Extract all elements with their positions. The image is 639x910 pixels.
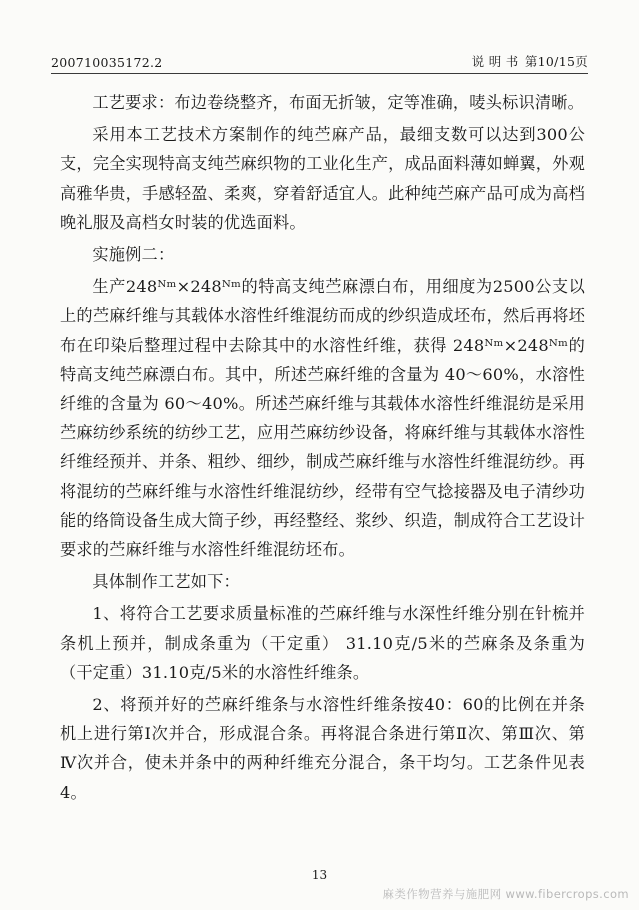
- paragraph-example-heading: 实施例二：: [92, 245, 175, 265]
- document-type: 说 明 书: [471, 54, 519, 69]
- paragraph-product-description: 采用本工艺技术方案制作的纯苎麻产品，最细支数可以达到300公支，完全实现特高支纯苎麻织物的工业化生产，成品面料薄如蝉翼，外观高雅华贵，手感轻盈、柔爽，穿着舒适宜人。此种纯苎麻产品可成为高档晚礼服及高档女时装的优选面料。: [60, 125, 585, 232]
- page-number: 13: [311, 868, 328, 882]
- paragraph-step-2: 2、将预并好的苎麻纤维条与水溶性纤维条按40：60的比例在并条机上进行第Ⅰ次并合，形成混合条。再将混合条进行第Ⅱ次、第Ⅲ次、第Ⅳ次并合，使未并条中的两种纤维充分混合，条干均匀。工艺条件见表4。: [60, 695, 585, 802]
- paragraph-step-1: 1、将符合工艺要求质量标准的苎麻纤维与水深性纤维分别在针梳并条机上预并，制成条重为（干定重） 31.10克/5米的苎麻条及条重为（干定重）31.10克/5米的水溶性纤维条。: [60, 604, 585, 682]
- paragraph-production-method: 生产248ᴺᵐ×248ᴺᵐ的特高支纯苎麻漂白布，用细度为2500公支以上的苎麻纤维与其载体水溶性纤维混纺而成的纱织造成坯布，然后再将坯布在印染后整理过程中去除其中的水溶性纤维，获得 248ᴺᵐ×248ᴺᵐ的特高支纯苎麻漂白布。其中，所述苎麻纤维的含量为 40～60%，水溶性纤维的含量为 60～40%。所述苎麻纤维与其载体水溶性纤维混纺是采用苎麻纺纱系统的纺纱工艺，应用苎麻纺纱设备，将麻纤维与其载体水溶性纤维经预并、并条、粗纱、细纱，制成苎麻纤维与水溶性纤维混纺纱。再将混纺的苎麻纤维与水溶性纤维混纺纱，经带有空气捻接器及电子清纱功能的络筒设备生成大筒子纱，再经整经、浆纱、织造，制成符合工艺设计要求的苎麻纤维与水溶性纤维混纺坯布。: [60, 277, 585, 560]
- page-header: [51, 50, 588, 70]
- paragraph-process-heading: 具体制作工艺如下：: [92, 572, 240, 592]
- header-divider: [51, 73, 588, 74]
- page-label: 第10/15页: [524, 54, 588, 69]
- header-right: [470, 52, 588, 70]
- paragraph-process-requirements: 工艺要求：布边卷绕整齐，布面无折皱，定等准确，唛头标识清晰。: [92, 93, 585, 112]
- document-body: [60, 88, 585, 807]
- patent-number: 200710035172.2: [51, 55, 163, 70]
- watermark: 麻类作物营养与施肥网 www.fibercrops.com: [382, 887, 629, 901]
